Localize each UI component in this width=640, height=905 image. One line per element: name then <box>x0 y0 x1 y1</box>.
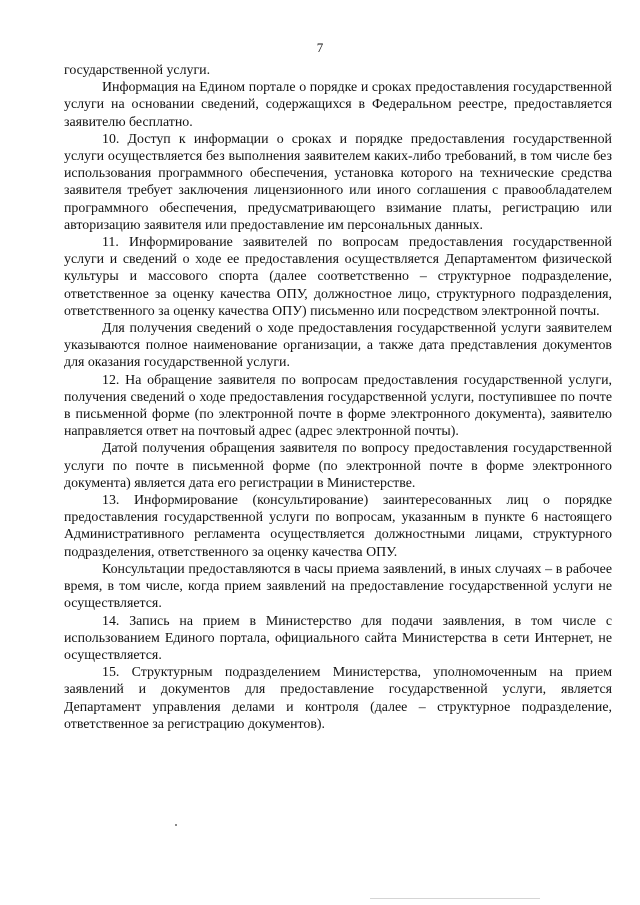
paragraph-item-11: 11. Информирование заявителей по вопросам предоставления государственной услуги и сведений о ходе ее предоставления осуществляется Департаментом физической культуры и массового спорта (далее соответственно – структурное подразделение, ответственное за оценку качества ОПУ, должностное лицо, структурного подразделения, ответственного за оценку качества ОПУ) письменно или посредством электронной почты. <box>64 235 612 319</box>
paragraph-item-12: 12. На обращение заявителя по вопросам предоставления государственной услуги, получения сведений о ходе предоставления государственной услуги, поступившее по почте в письменной форме (по электронной почте в форме электронного документа), заявителю направляется ответ на почтовый адрес (адрес электронной почты). <box>64 372 612 440</box>
paragraph-item-10: 10. Доступ к информации о сроках и порядке предоставления государственной услуги осуществляется без выполнения заявителем каких-либо требований, в том числе без использования программного обеспечения, установка которого на технические средства заявителя требует заключения лицензионного или иного соглашения с правообладателем программного обеспечения, предусматривающего взимание платы, регистрацию или авторизацию заявителя или предоставление им персональных данных. <box>64 131 612 233</box>
paragraph-receipt-date: Датой получения обращения заявителя по вопросу предоставления государственной услуги по почте в письменной форме (по электронной почте в форме электронного документа) является дата его регистрации в Министерстве. <box>64 441 612 491</box>
paragraph-status-info: Для получения сведений о ходе предоставления государственной услуги заявителем указываются полное наименование организации, а также дата представления документов для оказания государственной услуги. <box>64 321 612 371</box>
paragraph-item-15: 15. Структурным подразделением Министерства, уполномоченным на прием заявлений и документов для предоставление государственной услуги, является Департамент управления делами и контроля (далее – структурное подразделение, ответственное за регистрацию документов). <box>64 665 612 732</box>
paragraph-consultations: Консультации предоставляются в часы приема заявлений, в иных случаях – в рабочее время, в том числе, когда прием заявлений на предоставление государственной услуги не осуществляется. <box>64 561 612 612</box>
scan-speck <box>175 824 177 826</box>
document-body <box>64 62 612 733</box>
page-number: 7 <box>316 40 324 55</box>
paragraph-item-13: 13. Информирование (консультирование) заинтересованных лиц о порядке предоставления государственной услуги по вопросам, указанным в пункте 6 настоящего Административного регламента осуществляется должностными лицами, структурного подразделения, ответственного за оценку качества ОПУ. <box>64 493 612 560</box>
scan-speck <box>370 898 540 899</box>
paragraph-continuation: государственной услуги. <box>64 63 211 78</box>
paragraph-item-14: 14. Запись на прием в Министерство для подачи заявления, в том числе с использованием Единого портала, официального сайта Министерства в сети Интернет, не осуществляется. <box>64 613 612 663</box>
paragraph-info-portal: Информация на Едином портале о порядке и сроках предоставления государственной услуги на основании сведений, содержащихся в Федеральном реестре, предоставляется заявителю бесплатно. <box>64 80 612 130</box>
